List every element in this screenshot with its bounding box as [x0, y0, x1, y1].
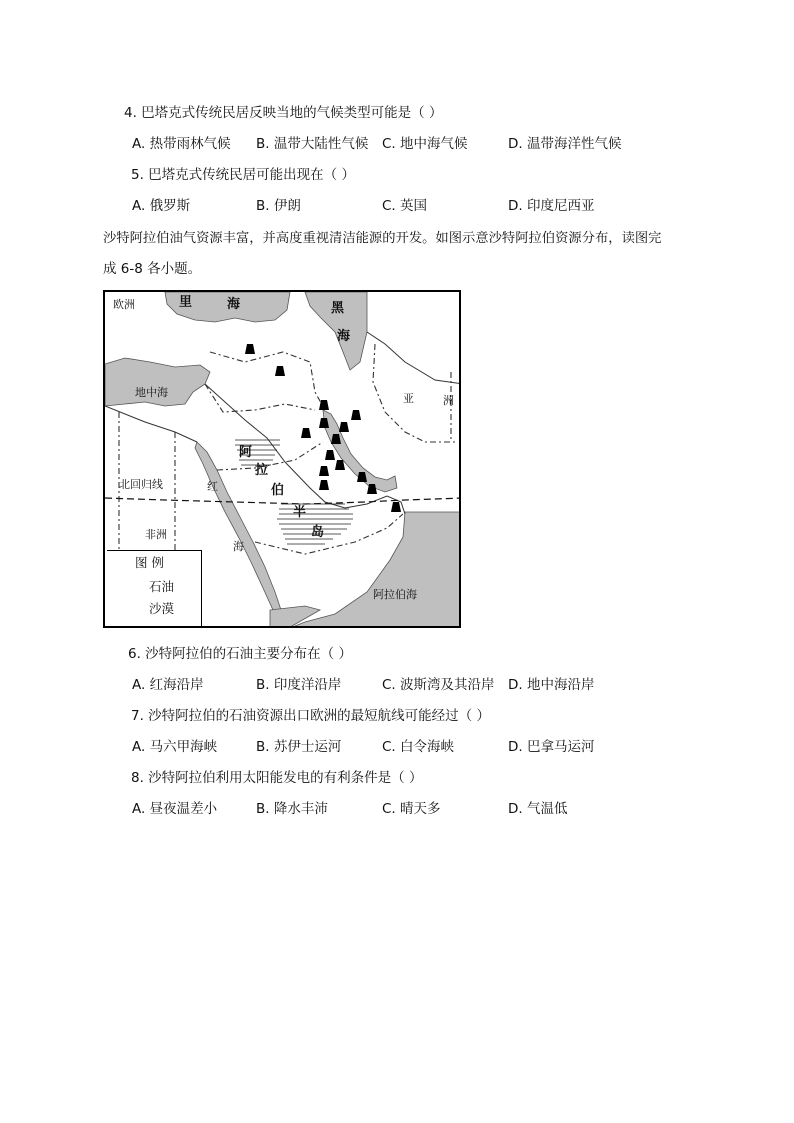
question-8-option-c: C. 晴天多: [382, 801, 441, 817]
legend-oil-label: 石油: [149, 579, 175, 594]
intro-line-2: 成 6-8 各小题。: [103, 261, 202, 277]
oil-marker: [335, 460, 345, 470]
question-6-option-b: B. 印度洋沿岸: [256, 677, 342, 693]
label-mediterranean: 地中海: [135, 386, 168, 399]
question-7-stem: 7. 沙特阿拉伯的石油资源出口欧洲的最短航线可能经过（ ）: [131, 708, 490, 724]
label-peninsula-2: 拉: [255, 463, 269, 478]
label-red-sea-2: 海: [233, 540, 244, 553]
oil-marker: [319, 466, 329, 476]
legend-title: 图 例: [135, 555, 164, 570]
label-peninsula-4: 半: [293, 505, 307, 520]
question-6-option-d: D. 地中海沿岸: [508, 677, 595, 693]
question-4-option-c: C. 地中海气候: [382, 136, 468, 152]
label-black-1: 黑: [331, 301, 345, 316]
question-6-option-c: C. 波斯湾及其沿岸: [382, 677, 495, 693]
question-7-option-b: B. 苏伊士运河: [256, 739, 342, 755]
question-5-stem: 5. 巴塔克式传统民居可能出现在（ ）: [131, 167, 355, 183]
map-legend: [107, 550, 202, 627]
desert-hatching: [235, 440, 353, 544]
label-arabian-sea: 阿拉伯海: [373, 588, 417, 601]
legend-desert-label: 沙漠: [149, 601, 175, 616]
label-asia-2: 洲: [443, 394, 454, 407]
oil-marker: [319, 480, 329, 490]
oil-marker: [275, 366, 285, 376]
label-asia-1: 亚: [403, 392, 414, 405]
question-4-option-a: A. 热带雨林气候: [132, 136, 231, 152]
label-black-2: 海: [337, 329, 351, 344]
border-1: [210, 352, 325, 410]
tropic-line: [105, 498, 461, 504]
intro-line-1: 沙特阿拉伯油气资源丰富，并高度重视清洁能源的开发。如图示意沙特阿拉伯资源分布，读图完: [103, 231, 662, 246]
question-5-option-b: B. 伊朗: [256, 198, 301, 214]
question-4-option-d: D. 温带海洋性气候: [508, 136, 622, 152]
label-peninsula-3: 伯: [271, 483, 285, 498]
label-peninsula-1: 阿: [239, 445, 253, 460]
border-2: [205, 384, 315, 412]
label-europe: 欧洲: [113, 298, 135, 311]
question-5-option-c: C. 英国: [382, 198, 428, 214]
label-tropic: 北回归线: [119, 478, 163, 491]
question-7-option-d: D. 巴拿马运河: [508, 739, 595, 755]
oil-marker: [301, 428, 311, 438]
oil-marker: [391, 502, 401, 512]
question-5-option-a: A. 俄罗斯: [132, 198, 191, 214]
red-sea-shape: [195, 442, 281, 610]
oil-marker: [351, 410, 361, 420]
label-red-sea-1: 红: [207, 480, 218, 493]
question-4-option-b: B. 温带大陆性气候: [256, 136, 369, 152]
question-8-option-b: B. 降水丰沛: [256, 801, 328, 817]
question-7-option-c: C. 白令海峡: [382, 739, 455, 755]
label-caspian-2: 海: [227, 297, 241, 312]
label-africa: 非洲: [145, 528, 167, 541]
border-5: [373, 344, 455, 442]
question-7-option-a: A. 马六甲海峡: [132, 739, 218, 755]
label-peninsula-5: 岛: [311, 525, 325, 540]
question-8-option-d: D. 气温低: [508, 801, 568, 817]
question-8-stem: 8. 沙特阿拉伯利用太阳能发电的有利条件是（ ）: [131, 770, 423, 786]
question-4-stem: 4. 巴塔克式传统民居反映当地的气候类型可能是（ ）: [124, 105, 443, 121]
label-caspian-1: 里: [179, 295, 193, 310]
border-3: [217, 442, 323, 470]
question-6-option-a: A. 红海沿岸: [132, 677, 204, 693]
question-6-stem: 6. 沙特阿拉伯的石油主要分布在（ ）: [128, 646, 352, 662]
oil-marker: [339, 422, 349, 432]
question-5-option-d: D. 印度尼西亚: [508, 198, 595, 214]
saudi-resource-map: [103, 290, 461, 628]
oil-marker: [245, 344, 255, 354]
question-8-option-a: A. 昼夜温差小: [132, 801, 218, 817]
oil-marker: [325, 450, 335, 460]
